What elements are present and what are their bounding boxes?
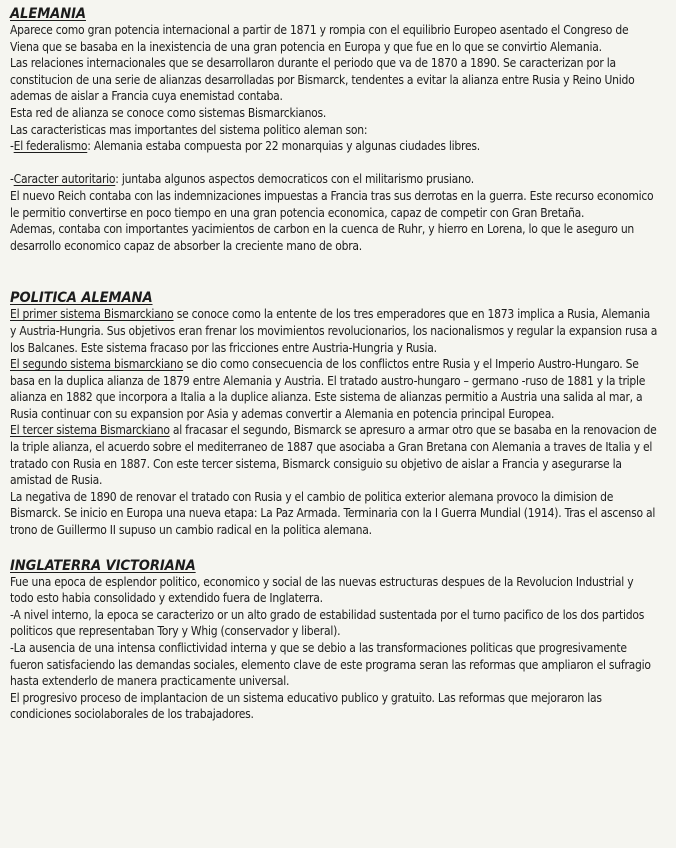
section-alemania [10, 3, 668, 254]
section-inglaterra-victoriana [10, 555, 668, 723]
spacer [10, 539, 668, 555]
text-segundo-sistema: se dio como consecuencia de los conflictos entre Rusia y el Imperio Austro-Hungaro. Se basa en la duplica alianza de 1879 entre Alemania y Austria. El tratado austro-hungaro – germano -ruso de 1881 y la triple alianza en 1882 que incorpora a Italia a la duplice alianza. Este sistema de alianzas permitio a Austria una salida al mar, a Rusia continuar con su expansion por Asia y ademas convertir a Alemania en potencia principal Europea. [10, 357, 646, 421]
heading-alemania: ALEMANIA [10, 5, 86, 22]
text-federalismo: : Alemania estaba compuesta por 22 monarquias y algunas ciudades libres. [87, 139, 480, 154]
paragraph-autoritario [10, 171, 658, 188]
paragraph-ausencia-conflictividad: -La ausencia de una intensa conflictividad interna y que se debio a las transformaciones politicas que progresivamente fueron satisfaciendo las demandas sociales, elemento clave de este programa seran las reformas que ampliaron el sufragio hasta extenderlo de manera practicamente universal. [10, 641, 651, 689]
paragraph-primer-sistema [10, 306, 658, 356]
spacer [10, 254, 668, 287]
paragraph-segundo-sistema [10, 356, 658, 422]
section-politica-alemana [10, 287, 668, 538]
autoritario-prefix: - [10, 172, 14, 187]
paragraph-alemania-intro: Aparece como gran potencia internacional a partir de 1871 y rompia con el equilibrio Europeo asentado el Congreso de Viena que se basaba en la inexistencia de una gran potencia en Europa y que fue en lo que se convirtio Alemania. [10, 23, 629, 54]
text-autoritario: : juntaba algunos aspectos democraticos con el militarismo prusiano. [115, 172, 474, 187]
paragraph-tercer-sistema [10, 422, 658, 488]
spacer [10, 155, 668, 172]
term-segundo-sistema: El segundo sistema bismarckiano [10, 357, 184, 372]
paragraph-sistema-educativo: El progresivo proceso de implantacion de un sistema educativo publico y gratuito. Las reformas que mejoraron las condiciones sociolaborales de los trabajadores. [10, 690, 602, 722]
paragraph-yacimientos: Ademas, contaba con importantes yacimientos de carbon en la cuenca de Ruhr, y hierro en Lorena, lo que le aseguro un desarrollo economico capaz de absorber la creciente mano de obra. [10, 222, 635, 253]
term-primer-sistema: El primer sistema Bismarckiano [10, 307, 174, 322]
heading-politica-alemana: POLITICA ALEMANA [10, 289, 153, 307]
paragraph-reich: El nuevo Reich contaba con las indemnizaciones impuestas a Francia tras sus derrotas en la guerra. Este recurso economico le permitio convertirse en poco tiempo en una gran potencia economica, capaz de competir con Gran Bretaña. [10, 188, 654, 220]
term-tercer-sistema: El tercer sistema Bismarckiano [10, 423, 170, 438]
paragraph-red-alianza: Esta red de alianza se conoce como sistemas Bismarckianos. [10, 105, 327, 120]
paragraph-federalismo: -El federalismo: Alemania estaba compuesta por 22 monarquias y algunas ciudades libres. [10, 139, 480, 154]
term-federalismo: El federalismo [13, 139, 88, 154]
paragraph-caracteristicas: Las caracteristicas mas importantes del sistema politico aleman son: [10, 122, 368, 137]
paragraph-relaciones: Las relaciones internacionales que se desarrollaron durante el periodo que va de 1870 a 1890. Se caracterizan por la constitucion de una serie de alianzas desarrolladas por Bismarck, tendentes a evitar la alianza entre Rusia y Reino Unido ademas de aislar a Francia cuya enemistad contaba. [10, 56, 635, 104]
heading-inglaterra-victoriana: INGLATERRA VICTORIANA [10, 556, 196, 574]
paragraph-nivel-interno: -A nivel interno, la epoca se caracterizo or un alto grado de estabilidad sustentada por el turno pacifico de los dos partidos politicos que representaban Tory y Whig (conservador y liberal). [10, 607, 645, 639]
term-autoritario: Caracter autoritario [13, 172, 116, 187]
paragraph-negativa-1890: La negativa de 1890 de renovar el tratado con Rusia y el cambio de politica exterior alemana provoco la dimision de Bismarck. Se inicio en Europa una nueva etapa: La Paz Armada. Terminaria con la I Guerra Mundial (1914). Tras el ascenso al trono de Guillermo II supuso un cambio radical en la politica alemana. [10, 489, 656, 538]
text-primer-sistema: se conoce como la entente de los tres emperadores que en 1873 implica a Rusia, Alemania y Austria-Hungria. Sus objetivos eran frenar los movimientos revolucionarios, los nacionalismos y regular la expansion rusa a los Balcanes. Este sistema fracaso por las fricciones entre Austria-Hungria y Rusia. [10, 307, 658, 355]
paragraph-inglaterra-intro: Fue una epoca de esplendor politico, economico y social de las nuevas estructuras despues de la Revolucion Industrial y todo esto habia consolidado y extendido fuera de Inglaterra. [10, 574, 634, 606]
text-tercer-sistema: al fracasar el segundo, Bismarck se apresuro a armar otro que se basaba en la renovacion de la triple alianza, el acuerdo sobre el mediterraneo de 1887 que asociaba a Gran Bretana con Alemania a traves de Italia y el tratado con Rusia en 1887. Con este tercer sistema, Bismarck consiguio su objetivo de aislar a Francia y asegurarse la amistad de Rusia. [10, 423, 657, 488]
